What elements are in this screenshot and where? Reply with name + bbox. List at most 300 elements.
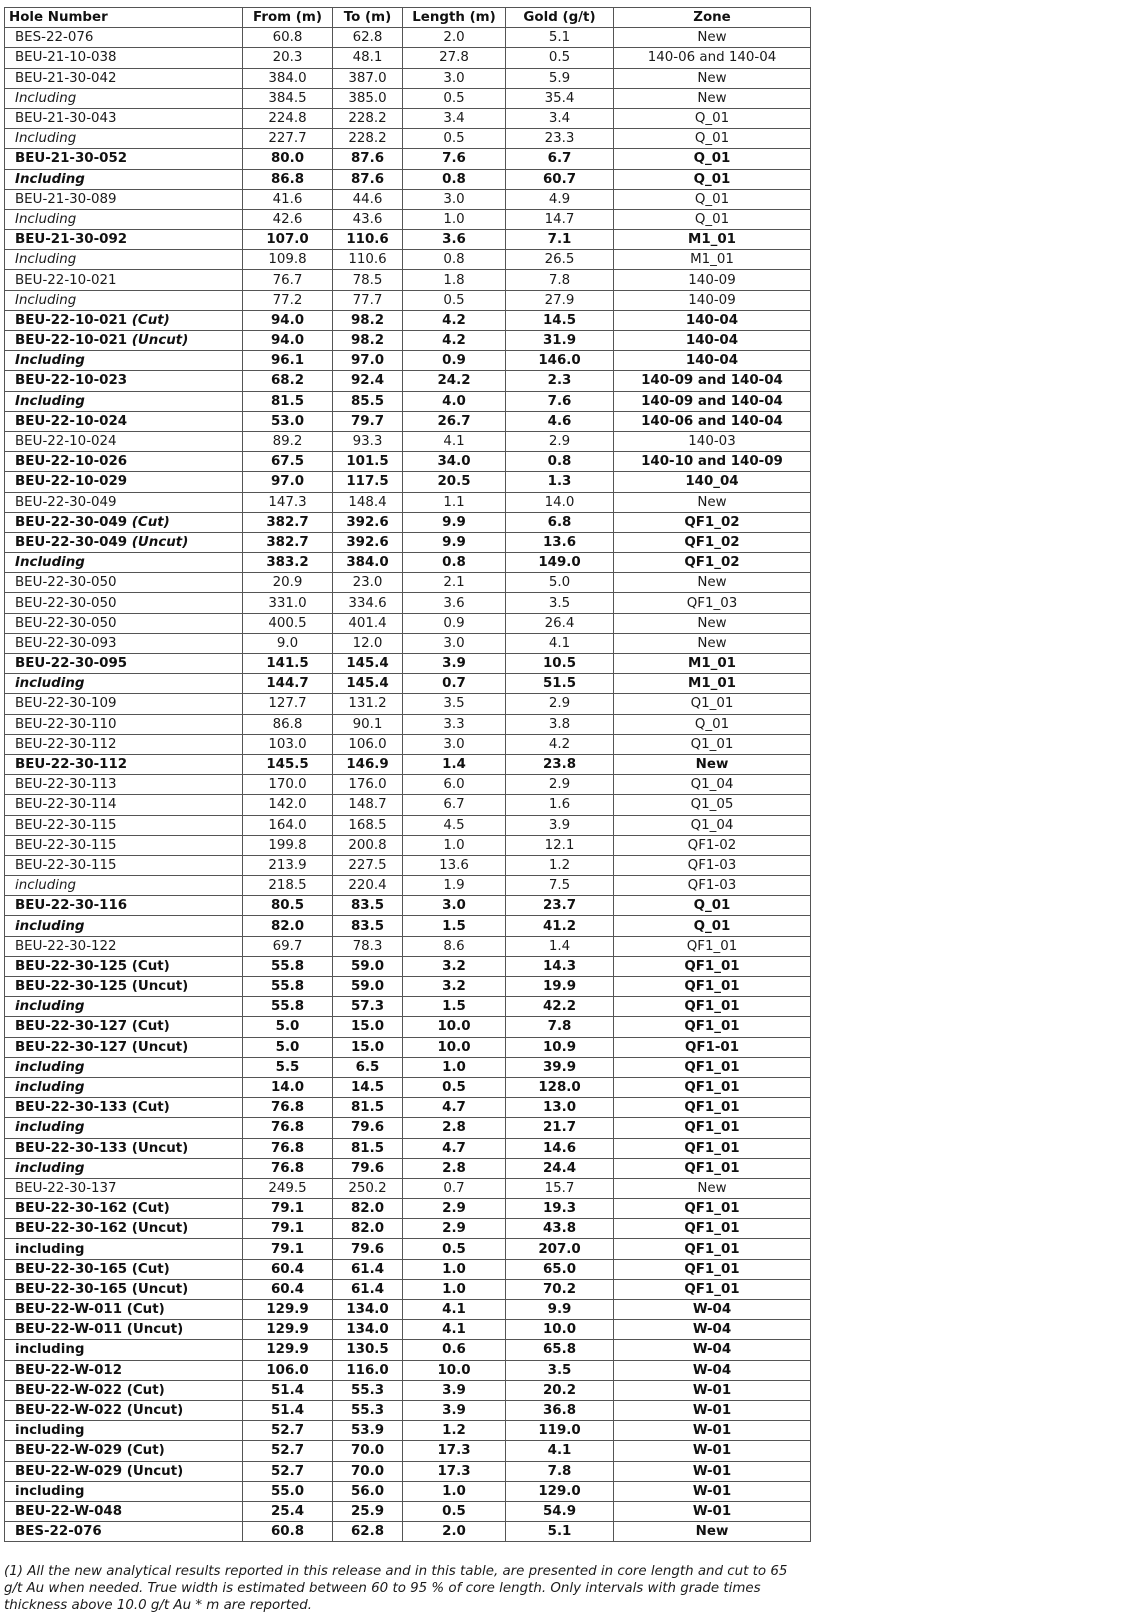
cell-length: 0.8	[403, 169, 506, 189]
cell-hole-number	[5, 1057, 243, 1077]
hole-number-text: BEU-21-30-043	[15, 111, 117, 127]
hole-number-text: BEU-22-30-127 (Uncut)	[15, 1039, 189, 1055]
cell-length: 3.0	[403, 633, 506, 653]
hole-number-text: including	[15, 1080, 85, 1096]
cell-zone: Q_01	[614, 896, 811, 916]
cell-to: 43.6	[333, 209, 403, 229]
cell-to: 228.2	[333, 108, 403, 128]
header-row	[5, 8, 811, 28]
hole-number-text: Including	[15, 90, 77, 106]
cell-to: 79.7	[333, 411, 403, 431]
cell-gold: 146.0	[506, 351, 614, 371]
cell-to: 85.5	[333, 391, 403, 411]
hole-number-text: BEU-22-30-137	[15, 1180, 117, 1196]
table-row	[5, 593, 811, 613]
cell-to: 87.6	[333, 169, 403, 189]
cell-length: 0.9	[403, 613, 506, 633]
cell-to: 131.2	[333, 694, 403, 714]
table-row	[5, 1380, 811, 1400]
cell-gold: 14.5	[506, 310, 614, 330]
table-row	[5, 230, 811, 250]
table-row	[5, 1199, 811, 1219]
cell-to: 200.8	[333, 835, 403, 855]
cell-from: 164.0	[243, 815, 333, 835]
cell-to: 78.5	[333, 270, 403, 290]
cell-gold: 26.4	[506, 613, 614, 633]
cell-gold: 43.8	[506, 1219, 614, 1239]
cell-to: 14.5	[333, 1077, 403, 1097]
hole-number-text: BEU-22-30-116	[15, 898, 128, 914]
cell-zone: New	[614, 633, 811, 653]
cell-length: 0.5	[403, 129, 506, 149]
cell-hole-number	[5, 169, 243, 189]
table-row	[5, 250, 811, 270]
cell-gold: 10.0	[506, 1320, 614, 1340]
cell-hole-number	[5, 290, 243, 310]
cell-to: 82.0	[333, 1219, 403, 1239]
hole-number-text: BEU-22-10-021	[15, 312, 128, 328]
cell-hole-number	[5, 88, 243, 108]
table-row	[5, 674, 811, 694]
cell-hole-number	[5, 149, 243, 169]
cell-zone: Q1_04	[614, 775, 811, 795]
cell-zone: New	[614, 573, 811, 593]
hole-number-text: BEU-22-30-133 (Cut)	[15, 1100, 170, 1116]
cell-length: 4.5	[403, 815, 506, 835]
table-row	[5, 351, 811, 371]
table-row	[5, 1178, 811, 1198]
cell-to: 79.6	[333, 1239, 403, 1259]
hole-number-text: BEU-22-30-125 (Cut)	[15, 958, 170, 974]
cell-hole-number	[5, 411, 243, 431]
cell-hole-number	[5, 492, 243, 512]
cell-zone: QF1_01	[614, 1199, 811, 1219]
cell-gold: 149.0	[506, 553, 614, 573]
cell-from: 80.0	[243, 149, 333, 169]
hole-number-text: Including	[15, 171, 85, 187]
cell-length: 9.9	[403, 512, 506, 532]
cut-status-text: (Uncut)	[131, 333, 189, 349]
cell-zone: QF1_01	[614, 1259, 811, 1279]
cell-to: 70.0	[333, 1441, 403, 1461]
header-zone: Zone	[614, 8, 811, 28]
cell-to: 70.0	[333, 1461, 403, 1481]
cell-from: 55.8	[243, 977, 333, 997]
table-row	[5, 573, 811, 593]
cell-hole-number	[5, 1259, 243, 1279]
cell-gold: 42.2	[506, 997, 614, 1017]
cell-from: 218.5	[243, 876, 333, 896]
cell-from: 103.0	[243, 734, 333, 754]
cell-to: 90.1	[333, 714, 403, 734]
cell-hole-number	[5, 1300, 243, 1320]
cell-from: 76.8	[243, 1138, 333, 1158]
cell-gold: 7.5	[506, 876, 614, 896]
cell-gold: 23.8	[506, 754, 614, 774]
cell-from: 69.7	[243, 936, 333, 956]
table-row	[5, 331, 811, 351]
cell-hole-number	[5, 28, 243, 48]
table-row	[5, 28, 811, 48]
cell-zone: Q_01	[614, 129, 811, 149]
table-row	[5, 1320, 811, 1340]
table-row	[5, 835, 811, 855]
cell-to: 81.5	[333, 1098, 403, 1118]
cell-gold: 23.3	[506, 129, 614, 149]
cell-from: 60.8	[243, 28, 333, 48]
cell-length: 4.1	[403, 1320, 506, 1340]
hole-number-text: BEU-22-30-165 (Uncut)	[15, 1281, 189, 1297]
cell-length: 0.7	[403, 1178, 506, 1198]
cell-hole-number	[5, 512, 243, 532]
hole-number-text: Including	[15, 353, 85, 369]
hole-number-text: BEU-22-30-112	[15, 736, 117, 752]
cell-zone: M1_01	[614, 654, 811, 674]
cell-gold: 2.3	[506, 371, 614, 391]
cell-to: 59.0	[333, 977, 403, 997]
cell-to: 23.0	[333, 573, 403, 593]
hole-number-text: BEU-22-30-093	[15, 635, 117, 651]
hole-number-text: BEU-22-30-109	[15, 696, 117, 712]
cell-hole-number	[5, 1037, 243, 1057]
cell-hole-number	[5, 310, 243, 330]
cell-length: 1.2	[403, 1421, 506, 1441]
cell-length: 3.2	[403, 956, 506, 976]
table-row	[5, 977, 811, 997]
cell-hole-number	[5, 1400, 243, 1420]
hole-number-text: BEU-21-30-042	[15, 70, 117, 86]
cell-hole-number	[5, 1118, 243, 1138]
cell-gold: 3.9	[506, 815, 614, 835]
table-row	[5, 1441, 811, 1461]
cell-hole-number	[5, 391, 243, 411]
cut-status-text: (Uncut)	[131, 534, 189, 550]
cell-from: 52.7	[243, 1441, 333, 1461]
cell-from: 80.5	[243, 896, 333, 916]
hole-number-text: Including	[15, 131, 77, 147]
hole-number-text: BEU-21-30-052	[15, 151, 128, 167]
cell-hole-number	[5, 230, 243, 250]
hole-number-text: BEU-22-30-112	[15, 757, 128, 773]
cell-from: 79.1	[243, 1239, 333, 1259]
hole-number-text: BEU-22-30-110	[15, 716, 117, 732]
cell-gold: 7.8	[506, 1017, 614, 1037]
cell-zone: Q_01	[614, 108, 811, 128]
cell-length: 3.4	[403, 108, 506, 128]
cell-zone: QF1-03	[614, 876, 811, 896]
cell-gold: 21.7	[506, 1118, 614, 1138]
cell-hole-number	[5, 331, 243, 351]
cell-hole-number	[5, 129, 243, 149]
cell-hole-number	[5, 956, 243, 976]
hole-number-text: BEU-22-30-127 (Cut)	[15, 1019, 170, 1035]
cell-to: 148.4	[333, 492, 403, 512]
cell-zone: 140-04	[614, 351, 811, 371]
cell-length: 1.0	[403, 835, 506, 855]
cell-zone: 140-06 and 140-04	[614, 48, 811, 68]
table-row	[5, 189, 811, 209]
cell-from: 51.4	[243, 1380, 333, 1400]
cell-zone: W-04	[614, 1300, 811, 1320]
hole-number-text: including	[15, 1483, 85, 1499]
cell-zone: W-04	[614, 1360, 811, 1380]
cell-zone: 140_04	[614, 472, 811, 492]
cell-to: 130.5	[333, 1340, 403, 1360]
cell-from: 51.4	[243, 1400, 333, 1420]
table-row	[5, 1522, 811, 1542]
cell-length: 1.4	[403, 754, 506, 774]
cell-zone: QF1_01	[614, 1239, 811, 1259]
table-row	[5, 613, 811, 633]
cell-length: 4.2	[403, 310, 506, 330]
cell-from: 96.1	[243, 351, 333, 371]
hole-number-text: including	[15, 1120, 85, 1136]
table-row	[5, 1421, 811, 1441]
hole-number-text: BEU-22-30-162 (Uncut)	[15, 1221, 189, 1237]
cell-length: 2.8	[403, 1158, 506, 1178]
cell-gold: 54.9	[506, 1501, 614, 1521]
cell-gold: 12.1	[506, 835, 614, 855]
cell-gold: 70.2	[506, 1279, 614, 1299]
cell-gold: 36.8	[506, 1400, 614, 1420]
table-row	[5, 795, 811, 815]
cell-to: 78.3	[333, 936, 403, 956]
cell-to: 334.6	[333, 593, 403, 613]
cell-from: 141.5	[243, 654, 333, 674]
cell-to: 15.0	[333, 1037, 403, 1057]
cell-gold: 3.5	[506, 1360, 614, 1380]
cell-from: 77.2	[243, 290, 333, 310]
cell-gold: 15.7	[506, 1178, 614, 1198]
hole-number-text: including	[15, 1423, 85, 1439]
cell-zone: W-01	[614, 1461, 811, 1481]
hole-number-text: BEU-21-10-038	[15, 50, 117, 66]
hole-number-text: BEU-22-30-122	[15, 938, 117, 954]
cell-length: 1.5	[403, 916, 506, 936]
table-row	[5, 1017, 811, 1037]
cell-length: 24.2	[403, 371, 506, 391]
cell-zone: New	[614, 1522, 811, 1542]
cell-gold: 10.9	[506, 1037, 614, 1057]
cell-to: 110.6	[333, 230, 403, 250]
cell-hole-number	[5, 1199, 243, 1219]
hole-number-text: Including	[15, 555, 85, 571]
cell-gold: 39.9	[506, 1057, 614, 1077]
cell-hole-number	[5, 613, 243, 633]
cell-gold: 23.7	[506, 896, 614, 916]
cell-hole-number	[5, 1138, 243, 1158]
cell-to: 48.1	[333, 48, 403, 68]
table-row	[5, 1037, 811, 1057]
cell-from: 170.0	[243, 775, 333, 795]
cell-hole-number	[5, 1279, 243, 1299]
cell-length: 3.3	[403, 714, 506, 734]
cell-from: 249.5	[243, 1178, 333, 1198]
cell-from: 81.5	[243, 391, 333, 411]
cell-to: 220.4	[333, 876, 403, 896]
cell-length: 2.9	[403, 1199, 506, 1219]
cell-zone: 140-09 and 140-04	[614, 371, 811, 391]
cell-zone: Q1_01	[614, 694, 811, 714]
cell-to: 55.3	[333, 1400, 403, 1420]
cell-from: 94.0	[243, 331, 333, 351]
table-row	[5, 149, 811, 169]
cell-gold: 4.1	[506, 633, 614, 653]
cell-gold: 5.1	[506, 1522, 614, 1542]
hole-number-text: BEU-22-10-021	[15, 333, 128, 349]
cell-length: 1.9	[403, 876, 506, 896]
table-row	[5, 553, 811, 573]
cell-hole-number	[5, 1239, 243, 1259]
table-row	[5, 1501, 811, 1521]
cell-zone: Q_01	[614, 189, 811, 209]
cell-length: 3.9	[403, 1400, 506, 1420]
cell-zone: W-04	[614, 1340, 811, 1360]
cell-length: 4.2	[403, 331, 506, 351]
cell-length: 1.0	[403, 1057, 506, 1077]
cell-from: 55.8	[243, 997, 333, 1017]
cell-zone: QF1_03	[614, 593, 811, 613]
table-row	[5, 775, 811, 795]
cell-hole-number	[5, 68, 243, 88]
cell-to: 53.9	[333, 1421, 403, 1441]
cell-gold: 14.0	[506, 492, 614, 512]
cell-from: 60.4	[243, 1259, 333, 1279]
cell-from: 79.1	[243, 1219, 333, 1239]
cell-hole-number	[5, 1380, 243, 1400]
hole-number-text: BEU-22-30-050	[15, 575, 117, 591]
hole-number-text: BEU-22-10-029	[15, 474, 128, 490]
cell-zone: QF1_02	[614, 553, 811, 573]
cell-zone: 140-04	[614, 331, 811, 351]
cell-zone: QF1_01	[614, 1077, 811, 1097]
cell-to: 148.7	[333, 795, 403, 815]
cell-to: 110.6	[333, 250, 403, 270]
hole-number-text: BEU-22-W-022 (Cut)	[15, 1382, 165, 1398]
cell-hole-number	[5, 431, 243, 451]
cell-gold: 1.2	[506, 855, 614, 875]
cell-zone: New	[614, 754, 811, 774]
hole-number-text: BEU-22-30-125 (Uncut)	[15, 979, 189, 995]
cell-hole-number	[5, 754, 243, 774]
cell-gold: 13.6	[506, 532, 614, 552]
cell-to: 134.0	[333, 1300, 403, 1320]
cell-length: 3.0	[403, 68, 506, 88]
cell-to: 59.0	[333, 956, 403, 976]
cell-length: 0.5	[403, 1501, 506, 1521]
cell-to: 117.5	[333, 472, 403, 492]
cell-to: 227.5	[333, 855, 403, 875]
cell-gold: 51.5	[506, 674, 614, 694]
hole-number-text: BEU-22-30-115	[15, 837, 117, 853]
cell-from: 52.7	[243, 1421, 333, 1441]
cell-length: 2.1	[403, 573, 506, 593]
cell-to: 98.2	[333, 331, 403, 351]
cell-hole-number	[5, 250, 243, 270]
cell-length: 2.9	[403, 1219, 506, 1239]
cell-length: 3.6	[403, 230, 506, 250]
cell-zone: New	[614, 88, 811, 108]
cell-gold: 7.1	[506, 230, 614, 250]
cell-from: 82.0	[243, 916, 333, 936]
cell-zone: QF1_01	[614, 1279, 811, 1299]
header-from: From (m)	[243, 8, 333, 28]
hole-number-text: BEU-22-30-133 (Uncut)	[15, 1140, 189, 1156]
table-row	[5, 1098, 811, 1118]
cell-to: 101.5	[333, 452, 403, 472]
hole-number-text: BEU-22-30-050	[15, 595, 117, 611]
cell-hole-number	[5, 855, 243, 875]
cell-zone: W-01	[614, 1400, 811, 1420]
cell-to: 250.2	[333, 1178, 403, 1198]
cell-to: 228.2	[333, 129, 403, 149]
table-row	[5, 896, 811, 916]
cell-length: 0.8	[403, 553, 506, 573]
cell-hole-number	[5, 48, 243, 68]
table-row	[5, 1118, 811, 1138]
table-row	[5, 1138, 811, 1158]
cell-gold: 13.0	[506, 1098, 614, 1118]
cell-zone: QF1_01	[614, 1098, 811, 1118]
cell-to: 387.0	[333, 68, 403, 88]
cell-hole-number	[5, 351, 243, 371]
cell-gold: 6.7	[506, 149, 614, 169]
cell-zone: QF1-03	[614, 855, 811, 875]
cell-to: 176.0	[333, 775, 403, 795]
cell-from: 144.7	[243, 674, 333, 694]
cell-from: 109.8	[243, 250, 333, 270]
cell-from: 14.0	[243, 1077, 333, 1097]
cell-from: 68.2	[243, 371, 333, 391]
cell-hole-number	[5, 472, 243, 492]
cell-length: 10.0	[403, 1017, 506, 1037]
hole-number-text: BEU-22-30-050	[15, 615, 117, 631]
hole-number-text: BEU-22-30-115	[15, 857, 117, 873]
hole-number-text: BEU-22-30-162 (Cut)	[15, 1201, 170, 1217]
cell-gold: 207.0	[506, 1239, 614, 1259]
footnote: (1) All the new analytical results reported in this release and in this table, are presented in core length and cut to 65 g/t Au when needed. True width is estimated between 60 to 95 % of core length. Only intervals with grade times thickness above 10.0 g/t Au * m are reported.	[4, 1564, 788, 1613]
cell-hole-number	[5, 108, 243, 128]
cell-to: 401.4	[333, 613, 403, 633]
cell-length: 0.6	[403, 1340, 506, 1360]
table-row	[5, 1219, 811, 1239]
cell-from: 42.6	[243, 209, 333, 229]
cell-from: 76.8	[243, 1118, 333, 1138]
table-row	[5, 997, 811, 1017]
cell-length: 0.7	[403, 674, 506, 694]
cell-from: 5.0	[243, 1017, 333, 1037]
cell-to: 93.3	[333, 431, 403, 451]
cell-from: 89.2	[243, 431, 333, 451]
hole-number-text: Including	[15, 292, 77, 308]
cell-to: 61.4	[333, 1279, 403, 1299]
cell-gold: 128.0	[506, 1077, 614, 1097]
cell-hole-number	[5, 835, 243, 855]
cell-from: 382.7	[243, 512, 333, 532]
cell-from: 97.0	[243, 472, 333, 492]
cell-gold: 9.9	[506, 1300, 614, 1320]
cell-zone: W-01	[614, 1481, 811, 1501]
cell-gold: 119.0	[506, 1421, 614, 1441]
cell-zone: QF1_01	[614, 936, 811, 956]
cell-gold: 7.6	[506, 391, 614, 411]
cell-hole-number	[5, 633, 243, 653]
cell-from: 9.0	[243, 633, 333, 653]
table-row	[5, 936, 811, 956]
cell-gold: 35.4	[506, 88, 614, 108]
cell-to: 15.0	[333, 1017, 403, 1037]
cell-zone: QF1_01	[614, 977, 811, 997]
